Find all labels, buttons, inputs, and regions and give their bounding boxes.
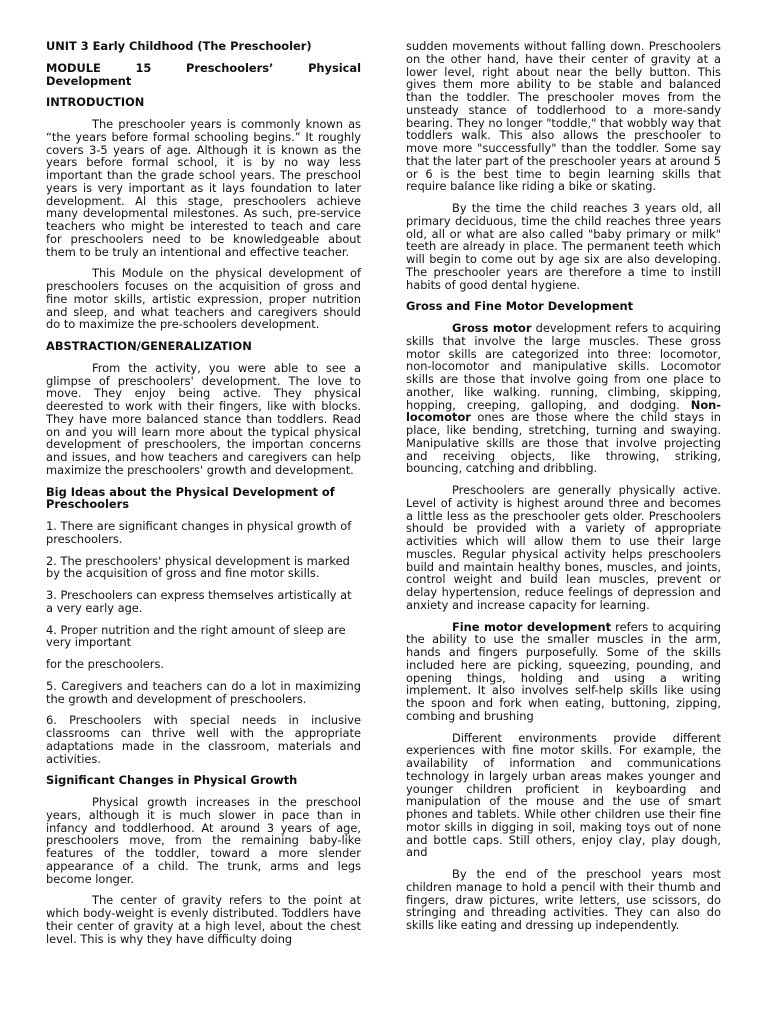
big-idea-item: 5. Caregivers and teachers can do a lot in maximizing the growth and development of preschoolers. — [46, 678, 361, 706]
introduction-paragraph-1: The preschooler years is commonly known as “the years before formal schooling begins.” It roughly covers 3-5 years of age. Although it is known as the years before formal school, it is by no way less important than the grade school years. The preschool years is very important as it lays foundation to later development. Al this stage, preschoolers achieve many developmental milestones. As such, pre-service teachers who might be interested to teach and care for preschoolers need to be knowledgeable about them to be truly an intentional and effective teacher. — [46, 117, 361, 259]
gross-motor-text-b: ones are those where the child stays in place, like bending, stretching, turning and swaying. Manipulative skills are those that involve projecting and receiving objects, like throwing, striking, bouncing, catching and dribbling. — [406, 410, 721, 476]
gross-motor-text-a: development refers to acquiring skills that involve the large muscles. These gross motor skills are categorized into three: locomotor, non-locomotor and manipulative skills. Locomotor skills are those that involve going from one place to another, like walking. running, climbing, skipping, hopping, creeping, galloping, and dodging. — [406, 321, 721, 412]
big-idea-item: 6. Preschoolers with special needs in inclusive classrooms can thrive well with the appropriate adaptations made in the classroom, materials and activities. — [46, 713, 361, 766]
growth-paragraph-2-continued: sudden movements without falling down. Preschoolers on the other hand, have their center of gravity at a lower level, right about near the belly button. This gives them more ability to be stable and balanced than the toddler. The preschooler moves from the unsteady stance of toddlerhood to a more-sandy bearing. They no longer "toddle," that wobbly way that toddlers walk. This also allows the preschooler to move more "successfully" than the toddler. Some say that the later part of the preschooler years at around 5 or 6 is the best time to begin learning skills that require balance like riding a bike or skating. — [406, 39, 721, 194]
module-number: 15 — [135, 60, 152, 75]
big-idea-item: 1. There are significant changes in physical growth of preschoolers. — [46, 519, 352, 546]
fine-motor-text: refers to acquiring the ability to use the smaller muscles in the arm, hands and fingers purposefully. Some of the skills included here are picking, squeezing, pounding, and opening things, holding and using a writing implement. It also involves self-help skills like using the spoon and fork when eating, buttoning, zipping, combing and brushing — [406, 619, 721, 723]
big-idea-item: 4. Proper nutrition and the right amount of sleep are very important — [46, 622, 346, 650]
gross-motor-paragraph — [406, 322, 721, 475]
activity-paragraph: Preschoolers are generally physically active. Level of activity is highest around three and becomes a little less as the preschooler gets older. Preschoolers should be provided with a variety of appropriate activities which will allow them to use their large muscles. Regular physical activity helps preschoolers build and maintain healthy bones, muscles, and joints, control weight and build lean muscles, prevent or delay hypertension, reduce feelings of depression and anxiety and increase capacity for learning. — [406, 483, 721, 612]
gross-motor-term: Gross motor — [452, 321, 532, 335]
growth-paragraph-1: Physical growth increases in the preschool years, although it is much slower in pace than in infancy and toddlerhood. At around 3 years of age, preschoolers move, from the remaining baby-like features of the toddler, toward a more slender appearance of a child. The trunk, arms and legs become longer. — [46, 795, 361, 886]
introduction-paragraph-2: This Module on the physical development of preschoolers focuses on the acquisition of gross and fine motor skills, artistic expression, proper nutrition and sleep, and what teachers and caregivers should do to maximize the pre-schoolers development. — [46, 266, 361, 332]
fine-motor-paragraph — [406, 621, 721, 723]
unit-title: UNIT 3 Early Childhood (The Preschooler) — [46, 39, 312, 53]
module-word: MODULE — [46, 60, 101, 75]
big-ideas-heading: Big Ideas about the Physical Development of Preschoolers — [46, 484, 335, 512]
end-of-preschool-paragraph: By the end of the preschool years most children manage to hold a pencil with their thumb and fingers, draw pictures, write letters, use scissors, do stringing and threading activities. They can also do skills like eating and dressing up independently. — [406, 867, 721, 932]
module-title-line2: Development — [46, 73, 132, 88]
growth-paragraph-2: The center of gravity refers to the point at which body-weight is evenly distributed. Toddlers have their center of gravity at a high level, about the chest level. This is why they have difficulty doing — [46, 893, 361, 946]
module-word-physical: Physical — [308, 60, 361, 75]
right-column — [406, 40, 721, 941]
module-word-preschoolers: Preschoolers’ — [186, 60, 274, 75]
abstraction-paragraph: From the activity, you were able to see a glimpse of preschoolers' development. The love to move. They enjoy being active. They physical deerested to work with their fingers, like with blocks. They have more balanced stance than toddlers. Read on and you will learn more about the typical physical development of preschoolers, the importan concerns and issues, and how teachers and caregivers can help maximize the preschoolers' growth and development. — [46, 360, 361, 477]
growth-heading: Significant Changes in Physical Growth — [46, 773, 298, 788]
big-idea-item: for the preschoolers. — [46, 657, 165, 671]
left-column — [46, 40, 361, 954]
environment-paragraph: Different environments provide different experiences with fine motor skills. For example, the availability of information and communications technology in largely urban areas makes younger and younger children proficient in keyboarding and manipulation of the mouse and the use of smart phones and tablets. While other children use their fine motor skills in digging in soil, making toys out of none and bottle caps. Still others, enjoy clay, play dough, and — [406, 730, 721, 860]
growth-paragraph-3: By the time the child reaches 3 years old, all primary deciduous, time the child reaches three years old, all or what are also called "baby primary or milk" teeth are already in place. The permanent teeth which will begin to come out by age six are also developing. The preschooler years are therefore a time to instill habits of good dental hygiene. — [406, 201, 721, 292]
motor-heading: Gross and Fine Motor Development — [406, 299, 634, 314]
big-idea-item: 3. Preschoolers can express themselves artistically at a very early age. — [46, 588, 352, 615]
fine-motor-term: Fine motor development — [452, 619, 612, 634]
introduction-heading: INTRODUCTION — [46, 95, 145, 110]
abstraction-heading: ABSTRACTION/GENERALIZATION — [46, 339, 252, 353]
non-locomotor-term: Non-locomotor — [406, 397, 721, 425]
big-idea-item: 2. The preschoolers' physical development is marked by the acquisition of gross and fine motor skills. — [46, 553, 350, 581]
module-title-line1 — [46, 62, 361, 75]
